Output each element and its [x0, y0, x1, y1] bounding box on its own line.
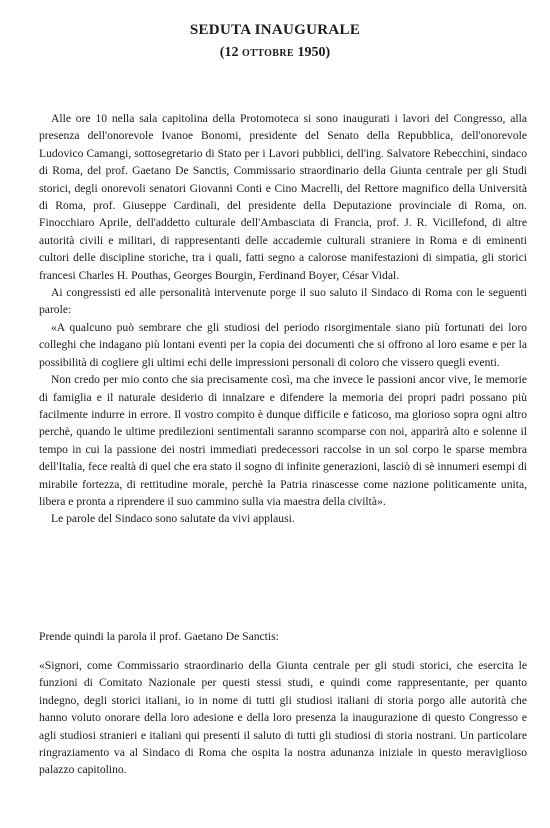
date-close: 1950)	[294, 45, 331, 60]
section-date	[0, 45, 550, 61]
opening-section	[39, 110, 527, 528]
paragraph-mayor-quote-1: «A qualcuno può sembrare che gli studiosi del periodo risorgimentale siano più fortunati dei loro colleghi che indagano più lontani eventi per la copia dei documenti che si offrono al loro esame e per la possibilità di cogliere gli ultimi echi delle impressioni personali di coloro che vissero quegli eventi.	[39, 320, 527, 369]
paragraph-de-sanctis-intro: Prende quindi la parola il prof. Gaetano De Sanctis:	[39, 630, 279, 643]
paragraph-opening: Alle ore 10 nella sala capitolina della Protomoteca si sono inaugurati i lavori del Congresso, alla presenza dell'onorevole Ivanoe Bonomi, presidente del Senato della Repubblica, dell'onorevole Ludovico Camangi, sottosegretario di Stato per i Lavori pubblici, dell'ing. Salvatore Rebecchini, sindaco di Roma, del prof. Gaetano De Sanctis, Commissario straordinario della Giunta centrale per gli Studi storici, degli onorevoli senatori Giovanni Conti e Cino Macrelli, del Rettore magnifico della Università di Roma, prof. Giuseppe Cardinali, del presidente della Deputazione provinciale di Roma, on. Finocchiaro Aprile, dell'addetto culturale dell'Ambasciata di Francia, prof. J. R. Vicillefond, di altre autorità civili e militari, di rappresentanti delle accademie culturali straniere in Roma e di eminenti cultori delle discipline storiche, tra i quali, fatti segno a calorose manifestazioni di simpatia, gli storici francesi Charles H. Pouthas, Georges Bourgin, Ferdinand Boyer, César Vidal.	[39, 112, 527, 282]
section-title: SEDUTA INAUGURALE	[189, 22, 361, 38]
paragraph-mayor-quote-2: Non credo per mio conto che sia precisamente così, ma che invece le passioni ancor vive, le memorie di famiglia e il naturale desiderio di innalzare e difendere la memoria dei propri padri possano più facilmente indurre in errore. Il vostro compito è dunque difficile e faticoso, ma glorioso sopra ogni altro perchè, quando le ultime predilezioni sentimentali saranno scomparse con noi, apparirà alto e solenne il tempo in cui la passione dei nostri immediati predecessori raccolse in un sol corpo le sparse membra dell'Italia, fece realtà di quel che era stato il sogno di infinite generazioni, lasciò di sè innumeri esempi di mirabile fortezza, di rettitudine morale, perchè la Patria rinascesse come nazione politicamente unita, libera e pronta a riprendere il suo cammino sulla via maestra della civiltà».	[39, 373, 527, 508]
speaker-intro-section	[39, 628, 527, 645]
date-open: (12	[219, 45, 242, 60]
speech-section	[39, 657, 527, 779]
paragraph-de-sanctis-speech: «Signori, come Commissario straordinario della Giunta centrale per gli studi storici, che esercita le funzioni di Comitato Nazionale per questi stessi studi, e quindi come rappresentante, per quanto indegno, degli storici italiani, io in nome di tutti gli studiosi italiani di storia porgo alle autorità che hanno voluto onorare della loro adesione e della loro presenza la inaugurazione di questo Congresso e agli studiosi stranieri e italiani qui presenti il saluto di tutti gli studiosi di storia nostrani. Un particolare ringraziamento va al Sindaco di Roma che ospita la nostra adunanza iniziale in questo meraviglioso palazzo capitolino.	[39, 659, 527, 777]
paragraph-applause: Le parole del Sindaco sono salutate da vivi applausi.	[51, 512, 295, 526]
date-month: OTTOBRE	[241, 48, 295, 59]
paragraph-mayor-intro: Ai congressisti ed alle personalità intervenute porge il suo saluto il Sindaco di Roma con le seguenti parole:	[39, 286, 527, 317]
